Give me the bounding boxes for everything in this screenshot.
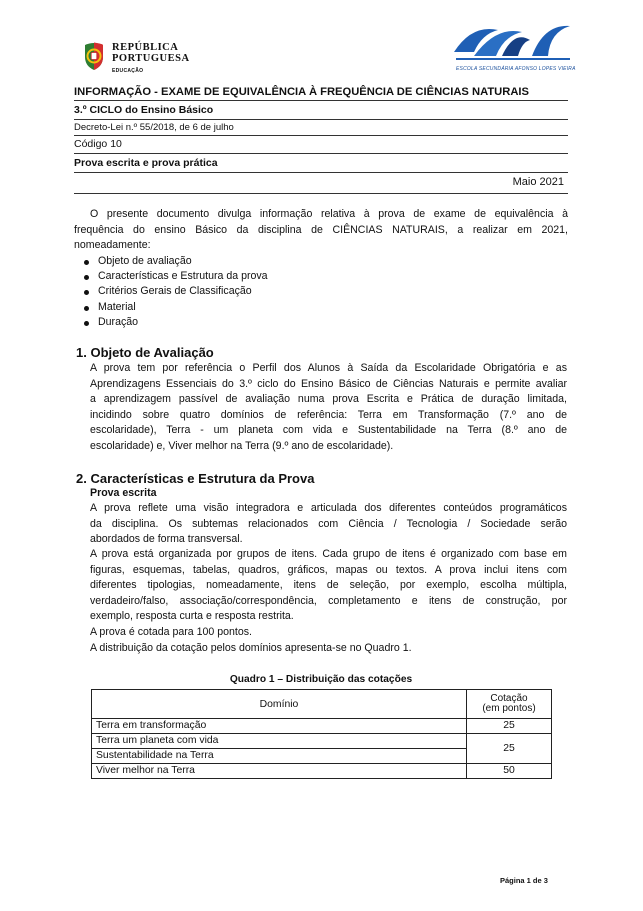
list-item: Objeto de avaliação	[82, 254, 268, 269]
score-cell: 50	[467, 764, 552, 779]
table-row	[92, 764, 552, 779]
section-2-subheading: Prova escrita	[90, 487, 157, 499]
table-row	[92, 719, 552, 734]
list-item: Duração	[82, 315, 268, 330]
text-line: da disciplina. Os subtemas relacionados com Ciência / Tecnologia / Sociedade serão	[90, 517, 567, 530]
text-line: abordados de forma transversal.	[90, 533, 243, 546]
score-cell: 25	[467, 734, 552, 764]
portugal-emblem-icon	[82, 41, 106, 71]
domain-cell: Terra em transformação	[92, 719, 467, 734]
divider	[74, 100, 568, 101]
text-line: escolaridade) e, Viver melhor na Terra (9.º ano de escolaridade).	[90, 439, 394, 452]
text-line: A prova é cotada para 100 pontos.	[90, 625, 252, 638]
column-header-domain: Domínio	[92, 690, 467, 719]
section-2-paragraph-2	[90, 547, 567, 656]
text-line: A prova tem por referência o Perfil dos Alunos à Saída da Escolaridade Obrigatória e as	[90, 362, 567, 374]
republica-portuguesa-logo	[82, 41, 202, 77]
text-line: diferentes tipologias, nomeadamente, itens de seleção, por exemplo, escolha múltipla,	[90, 579, 567, 592]
text-line: A prova está organizada por grupos de itens. Cada grupo de itens é organizado com base em	[90, 548, 567, 560]
divider	[74, 119, 568, 120]
school-name: ESCOLA SECUNDÁRIA AFONSO LOPES VIEIRA	[456, 66, 576, 72]
score-header-line-2: (em pontos)	[482, 703, 536, 714]
divider	[74, 172, 568, 173]
list-item: Material	[82, 300, 268, 315]
text-line: Aprendizagens Essenciais do 3.º ciclo do Ensino Básico de Ciências Naturais e permite avaliar	[90, 377, 567, 390]
score-distribution-table	[91, 689, 552, 779]
school-waves-icon	[452, 22, 572, 68]
republica-subtitle: EDUCAÇÃO	[112, 68, 144, 74]
text-line: A prova reflete uma visão integradora e articulada dos diferentes conteúdos programáticos	[90, 502, 567, 514]
school-logo	[452, 22, 576, 78]
decree-reference: Decreto-Lei n.º 55/2018, de 6 de julho	[74, 122, 234, 133]
text-line: A distribuição da cotação pelos domínios apresenta-se no Quadro 1.	[90, 641, 412, 654]
divider	[74, 153, 568, 154]
text-line: verdadeiro/falso, associação/correspondência, completamento e itens de construção, por	[90, 594, 567, 607]
table-row	[92, 734, 552, 749]
table-header-row	[92, 690, 552, 719]
exam-code: Código 10	[74, 138, 122, 150]
document-date: Maio 2021	[512, 176, 564, 188]
text-line: exemplo, resposta curta e resposta restrita.	[90, 610, 294, 623]
education-cycle: 3.º CICLO do Ensino Básico	[74, 104, 214, 116]
score-cell: 25	[467, 719, 552, 734]
topic-list	[82, 254, 268, 330]
divider	[74, 135, 568, 136]
list-item: Características e Estrutura da prova	[82, 269, 268, 284]
score-header-line-1: Cotação	[490, 693, 528, 704]
exam-type: Prova escrita e prova prática	[74, 157, 218, 169]
republica-line-2: PORTUGUESA	[112, 53, 190, 64]
list-item: Critérios Gerais de Classificação	[82, 284, 268, 299]
text-line: figuras, esquemas, tabelas, quadros, gráficos, mapas ou textos. A prova inclui itens com	[90, 563, 567, 576]
domain-cell: Terra um planeta com vida	[92, 734, 467, 749]
document-title: INFORMAÇÃO - EXAME DE EQUIVALÊNCIA À FREQUÊNCIA DE CIÊNCIAS NATURAIS	[74, 86, 529, 98]
domain-cell: Viver melhor na Terra	[92, 764, 467, 779]
section-2-heading: 2. Características e Estrutura da Prova	[76, 471, 315, 486]
section-2-paragraph-1	[90, 501, 567, 548]
column-header-score	[467, 690, 552, 719]
text-line: O presente documento divulga informação relativa à prova de exame de equivalência à	[90, 208, 568, 220]
section-1-heading: 1. Objeto de Avaliação	[76, 345, 214, 360]
domain-cell: Sustentabilidade na Terra	[92, 749, 467, 764]
intro-paragraph	[74, 207, 568, 254]
page-number: Página 1 de 3	[500, 876, 548, 885]
section-1-paragraph	[90, 361, 567, 455]
text-line: incidindo sobre quatro domínios de referência: Terra em Transformação (7.º ano de	[90, 408, 567, 421]
text-line: nomeadamente:	[74, 239, 151, 252]
divider	[74, 193, 568, 194]
republica-line-1: REPÚBLICA	[112, 42, 179, 53]
table-caption: Quadro 1 – Distribuição das cotações	[229, 674, 413, 685]
text-line: a aprendizagem passível de avaliação numa prova Escrita e Prática de duração limitada,	[90, 393, 567, 406]
text-line: escolaridade), Terra - um planeta com vida e Sustentabilidade na Terra (8.º ano de	[90, 424, 567, 437]
text-line: frequência do ensino Básico da disciplina de CIÊNCIAS NATURAIS, a realizar em 2021,	[74, 223, 568, 236]
